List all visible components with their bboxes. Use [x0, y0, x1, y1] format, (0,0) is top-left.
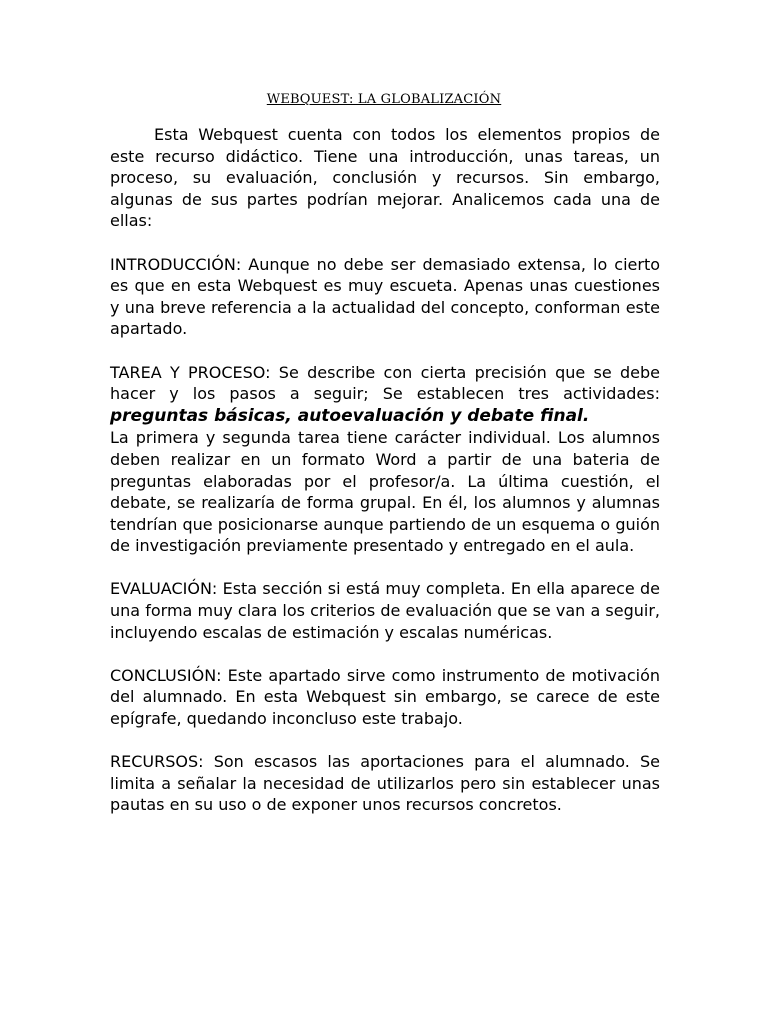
evaluacion-paragraph: EVALUACIÓN: Esta sección si está muy completa. En ella aparece de una forma muy clara los criterios de evaluación que se van a seguir, incluyendo escalas de estimación y escalas numéricas. — [110, 579, 660, 642]
intro-paragraph: Esta Webquest cuenta con todos los elementos propios de este recurso didáctico. Tiene una introducción, unas tareas, un proceso, su evaluación, conclusión y recursos. Sin embargo, algunas de sus partes podrían mejorar. Analicemos cada una de ellas: — [110, 125, 660, 231]
conclusion-paragraph: CONCLUSIÓN: Este apartado sirve como instrumento de motivación del alumnado. En esta Webquest sin embargo, se carece de este epígrafe, quedando inconcluso este trabajo. — [110, 665, 660, 729]
tarea-activities-emphasis: preguntas básicas, autoevaluación y debate final. — [110, 405, 590, 426]
introduccion-paragraph: INTRODUCCIÓN: Aunque no debe ser demasiado extensa, lo cierto es que en esta Webquest es muy escueta. Apenas unas cuestiones y una breve referencia a la actualidad del concepto, conforman este apartado. — [110, 254, 660, 339]
document-body — [110, 124, 660, 838]
tarea-detail-paragraph: La primera y segunda tarea tiene carácter individual. Los alumnos deben realizar en un formato Word a partir de una bateria de preguntas elaboradas por el profesor/a. La última cuestión, el debate, se realizaría de forma grupal. En él, los alumnos y alumnas tendrían que posicionarse aunque partiendo de un esquema o guión de investigación previamente presentado y entregado en el aula. — [110, 428, 660, 556]
recursos-paragraph: RECURSOS: Son escasos las aportaciones para el alumnado. Se limita a señalar la necesidad de utilizarlos pero sin establecer unas pautas en su uso o de exponer unos recursos concretos. — [110, 752, 660, 815]
document-title: WEBQUEST: LA GLOBALIZACIÓN — [266, 92, 502, 107]
tarea-proceso-lead: TAREA Y PROCESO: Se describe con cierta precisión que se debe hacer y los pasos a seguir; Se establecen tres actividades: — [110, 362, 660, 404]
tarea-proceso-paragraph — [110, 362, 660, 428]
